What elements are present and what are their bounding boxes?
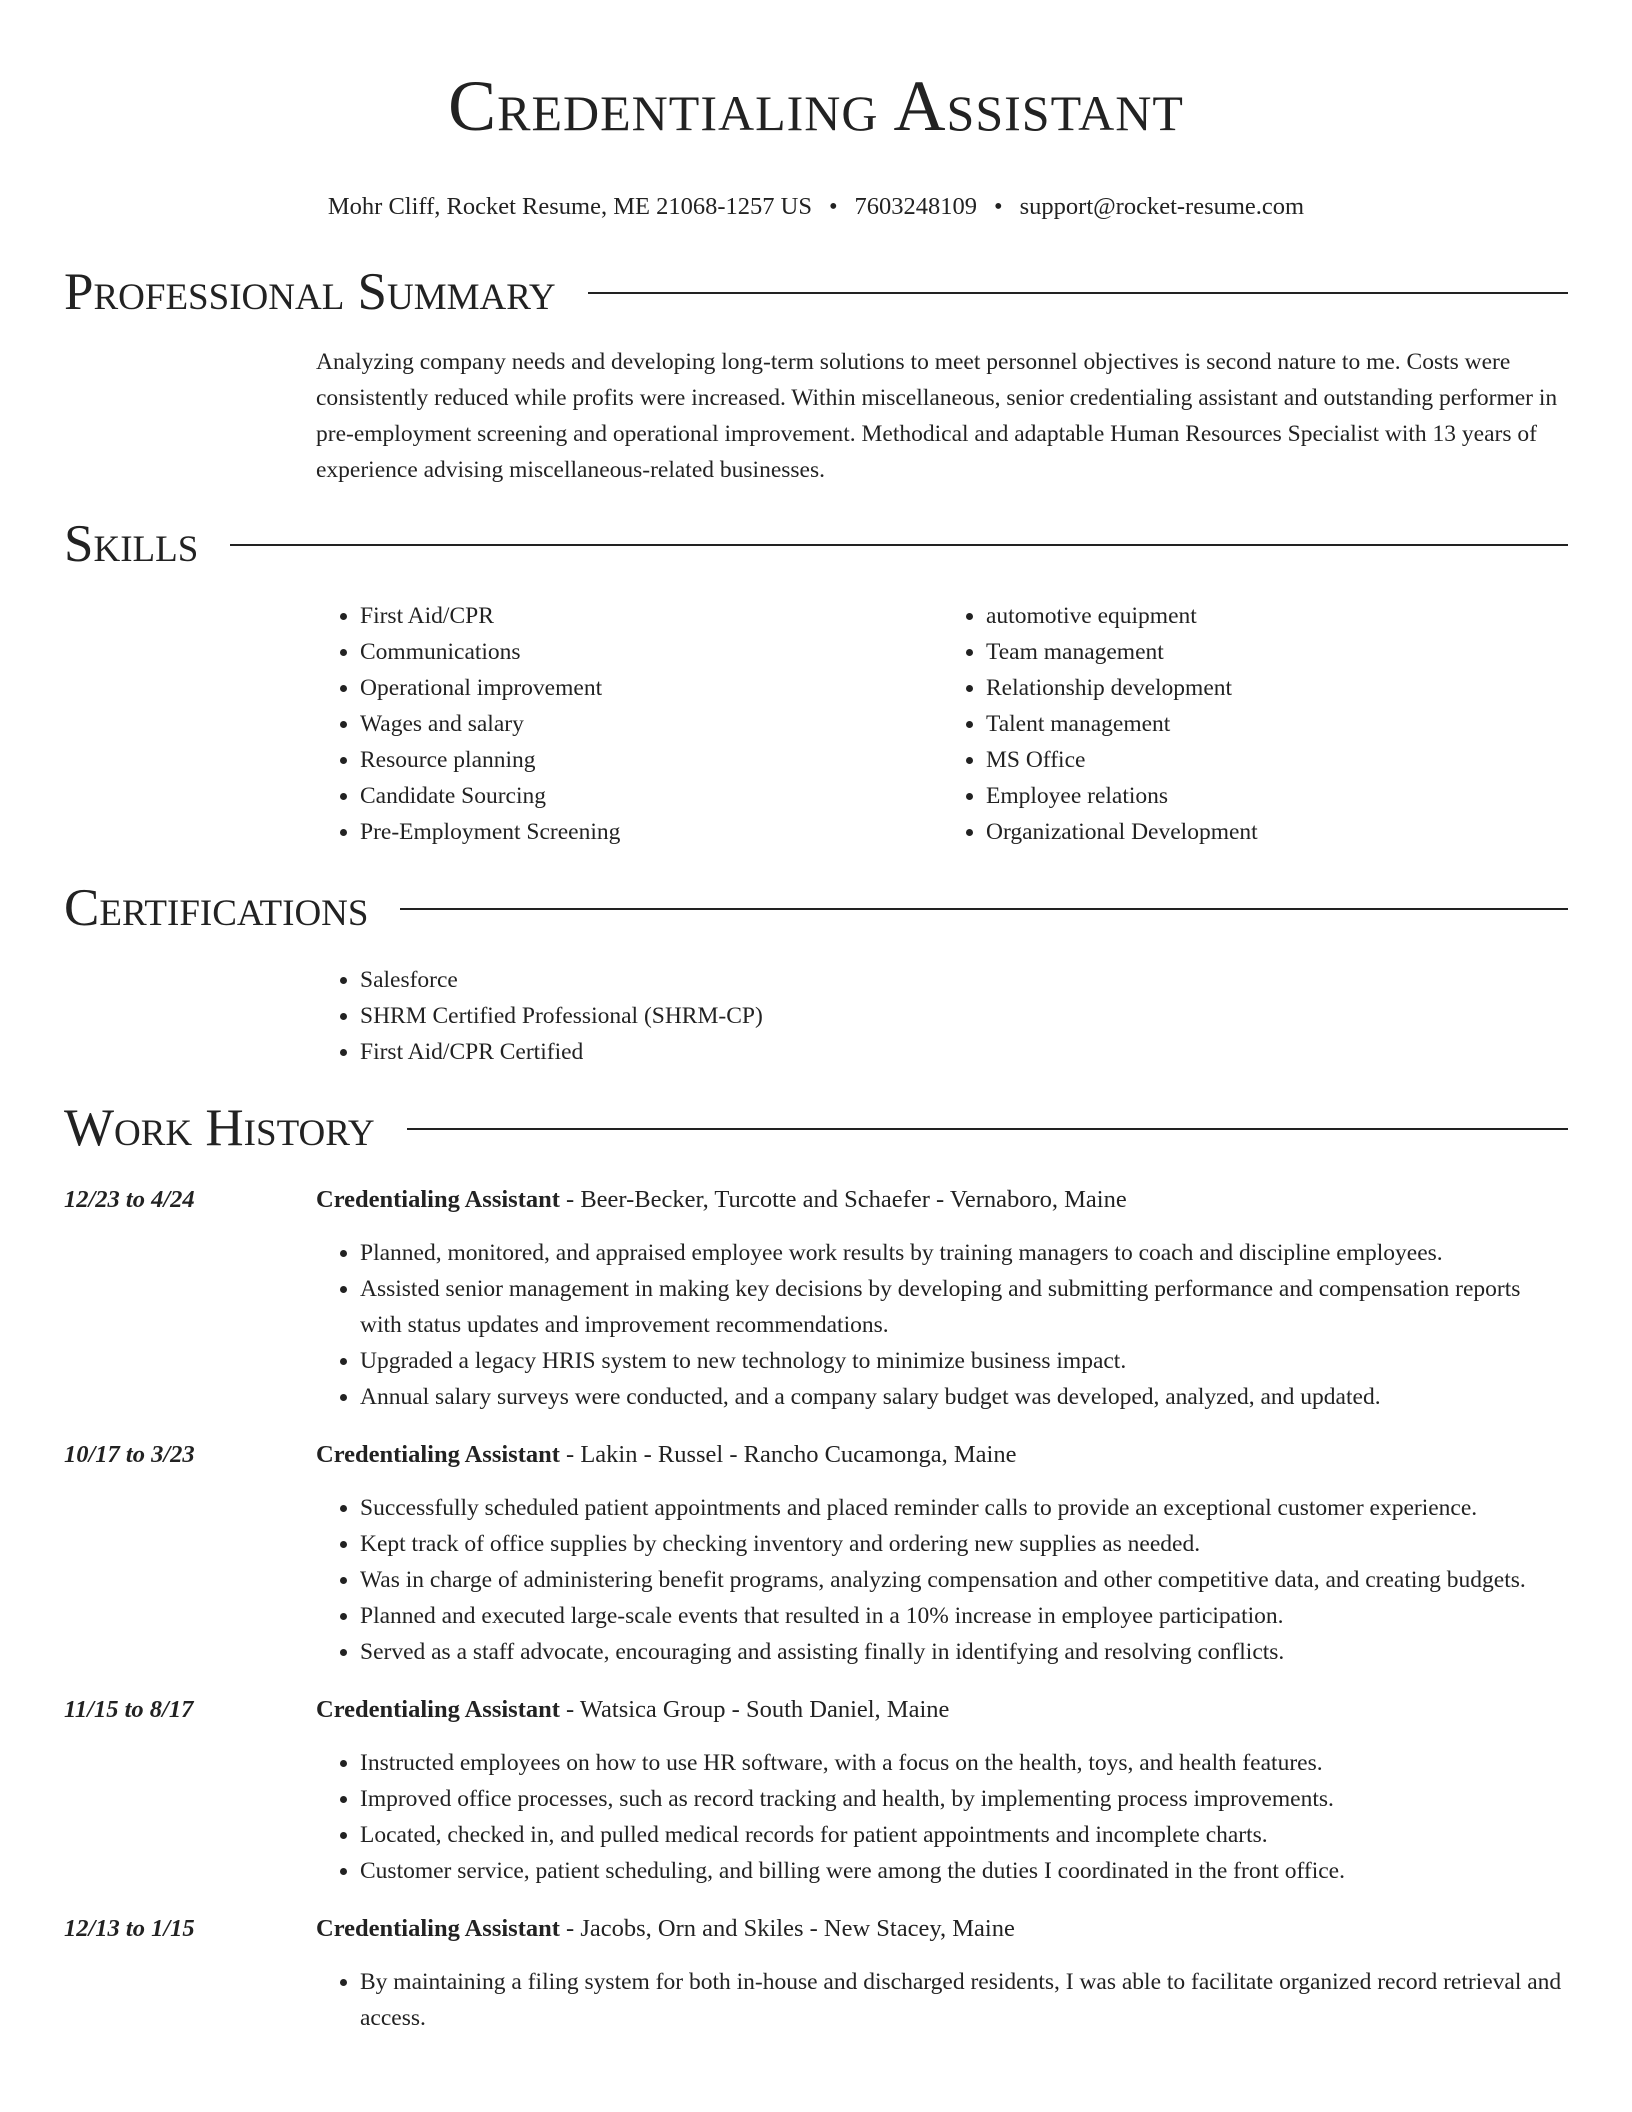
job-details: - Jacobs, Orn and Skiles - New Stacey, Maine bbox=[559, 1915, 1015, 1942]
certifications-list bbox=[316, 962, 1568, 1070]
section-title: Professional Summary bbox=[64, 263, 556, 321]
job-heading bbox=[316, 1437, 1568, 1473]
job-role: Credentialing Assistant bbox=[316, 1441, 560, 1468]
section-title: Work History bbox=[64, 1099, 375, 1157]
skill-item: • Candidate Sourcing bbox=[360, 778, 942, 814]
contact-line bbox=[64, 190, 1568, 224]
certification-item: • First Aid/CPR Certified bbox=[360, 1034, 1568, 1070]
skill-item: • MS Office bbox=[986, 742, 1568, 778]
job-dates: 11/15 to 8/17 bbox=[64, 1696, 194, 1723]
section-header-summary bbox=[64, 260, 1568, 324]
job-bullet: • Planned and executed large-scale events that resulted in a 10% increase in employee participation. bbox=[360, 1598, 1568, 1634]
job-body bbox=[316, 1692, 1568, 1889]
skill-item: • Talent management bbox=[986, 706, 1568, 742]
job-bullet: • Located, checked in, and pulled medical records for patient appointments and incomplete charts. bbox=[360, 1817, 1568, 1853]
job-body bbox=[316, 1182, 1568, 1415]
skill-item: • Wages and salary bbox=[360, 706, 942, 742]
section-divider bbox=[230, 544, 1568, 546]
certifications-bullets bbox=[316, 962, 1568, 1070]
skill-item: • Resource planning bbox=[360, 742, 942, 778]
skills-grid bbox=[316, 598, 1568, 850]
contact-phone: 7603248109 bbox=[854, 193, 978, 220]
job-details: - Watsica Group - South Daniel, Maine bbox=[559, 1696, 950, 1723]
job-bullet: • Was in charge of administering benefit programs, analyzing compensation and other competitive data, and creating budgets. bbox=[360, 1562, 1568, 1598]
contact-separator: • bbox=[994, 193, 1003, 220]
skill-item: • Employee relations bbox=[986, 778, 1568, 814]
job-bullet: • Improved office processes, such as record tracking and health, by implementing process improvements. bbox=[360, 1781, 1568, 1817]
contact-separator: • bbox=[828, 193, 838, 220]
job-heading bbox=[316, 1911, 1568, 1947]
section-header-skills bbox=[64, 512, 1568, 576]
skill-item: • Pre-Employment Screening bbox=[360, 814, 942, 850]
section-header-work-history bbox=[64, 1096, 1568, 1160]
skills-column-left bbox=[316, 598, 942, 850]
section-divider bbox=[588, 292, 1568, 294]
skills-column-right bbox=[942, 598, 1568, 850]
job-bullets bbox=[316, 1964, 1568, 2036]
job-entry bbox=[64, 1437, 1568, 1670]
job-bullet: • Annual salary surveys were conducted, and a company salary budget was developed, analyzed, and updated. bbox=[360, 1379, 1568, 1415]
job-bullet: • Planned, monitored, and appraised employee work results by training managers to coach and discipline employees. bbox=[360, 1235, 1568, 1271]
section-divider bbox=[407, 1128, 1568, 1130]
job-body bbox=[316, 1437, 1568, 1670]
skill-item: • Organizational Development bbox=[986, 814, 1568, 850]
job-bullets bbox=[316, 1745, 1568, 1889]
summary-text: Analyzing company needs and developing long-term solutions to meet personnel objectives is second nature to me. Costs were consistently reduced while profits were increased. Within miscellaneous, senior credentialing assistant and outstanding performer in pre-employment screening and operational improvement. Methodical and adaptable Human Resources Specialist with 13 years of experience advising miscellaneous-related businesses. bbox=[316, 349, 1558, 483]
job-role: Credentialing Assistant bbox=[316, 1915, 560, 1942]
job-bullet: • Customer service, patient scheduling, and billing were among the duties I coordinated in the front office. bbox=[360, 1853, 1568, 1889]
job-bullet: • By maintaining a filing system for both in-house and discharged residents, I was able to facilitate organized record retrieval and access. bbox=[360, 1964, 1568, 2036]
job-bullets bbox=[316, 1235, 1568, 1415]
job-bullet: • Successfully scheduled patient appointments and placed reminder calls to provide an exceptional customer experience. bbox=[360, 1490, 1568, 1526]
job-entry bbox=[64, 1911, 1568, 2036]
certification-item: • SHRM Certified Professional (SHRM-CP) bbox=[360, 998, 1568, 1034]
section-divider bbox=[400, 908, 1568, 910]
contact-email: support@rocket-resume.com bbox=[1019, 193, 1305, 220]
job-bullet: • Kept track of office supplies by checking inventory and ordering new supplies as needed. bbox=[360, 1526, 1568, 1562]
job-heading bbox=[316, 1182, 1568, 1218]
section-title: Certifications bbox=[64, 879, 369, 937]
job-bullet: • Assisted senior management in making key decisions by developing and submitting performance and compensation reports with status updates and improvement recommendations. bbox=[360, 1271, 1568, 1343]
skill-item: • First Aid/CPR bbox=[360, 598, 942, 634]
job-heading bbox=[316, 1692, 1568, 1728]
job-bullet: • Served as a staff advocate, encouraging and assisting finally in identifying and resolving conflicts. bbox=[360, 1634, 1568, 1670]
contact-address: Mohr Cliff, Rocket Resume, ME 21068-1257 US bbox=[327, 193, 812, 220]
skill-item: • Operational improvement bbox=[360, 670, 942, 706]
job-role: Credentialing Assistant bbox=[316, 1186, 560, 1213]
certification-item: • Salesforce bbox=[360, 962, 1568, 998]
job-role: Credentialing Assistant bbox=[316, 1696, 560, 1723]
job-dates: 12/13 to 1/15 bbox=[64, 1915, 195, 1942]
page-title: Credentialing Assistant bbox=[448, 66, 1184, 146]
skill-item: • Communications bbox=[360, 634, 942, 670]
job-bullets bbox=[316, 1490, 1568, 1670]
job-bullet: • Upgraded a legacy HRIS system to new technology to minimize business impact. bbox=[360, 1343, 1568, 1379]
job-details: - Beer-Becker, Turcotte and Schaefer - Vernaboro, Maine bbox=[559, 1186, 1127, 1213]
section-title: Skills bbox=[64, 515, 199, 573]
skill-item: • Relationship development bbox=[986, 670, 1568, 706]
job-details: - Lakin - Russel - Rancho Cucamonga, Maine bbox=[559, 1441, 1017, 1468]
job-entry bbox=[64, 1182, 1568, 1415]
job-body bbox=[316, 1911, 1568, 2036]
job-bullet: • Instructed employees on how to use HR software, with a focus on the health, toys, and health features. bbox=[360, 1745, 1568, 1781]
section-header-certifications bbox=[64, 876, 1568, 940]
job-entry bbox=[64, 1692, 1568, 1889]
job-dates: 10/17 to 3/23 bbox=[64, 1441, 195, 1468]
job-dates: 12/23 to 4/24 bbox=[64, 1186, 195, 1213]
skill-item: • automotive equipment bbox=[986, 598, 1568, 634]
skill-item: • Team management bbox=[986, 634, 1568, 670]
